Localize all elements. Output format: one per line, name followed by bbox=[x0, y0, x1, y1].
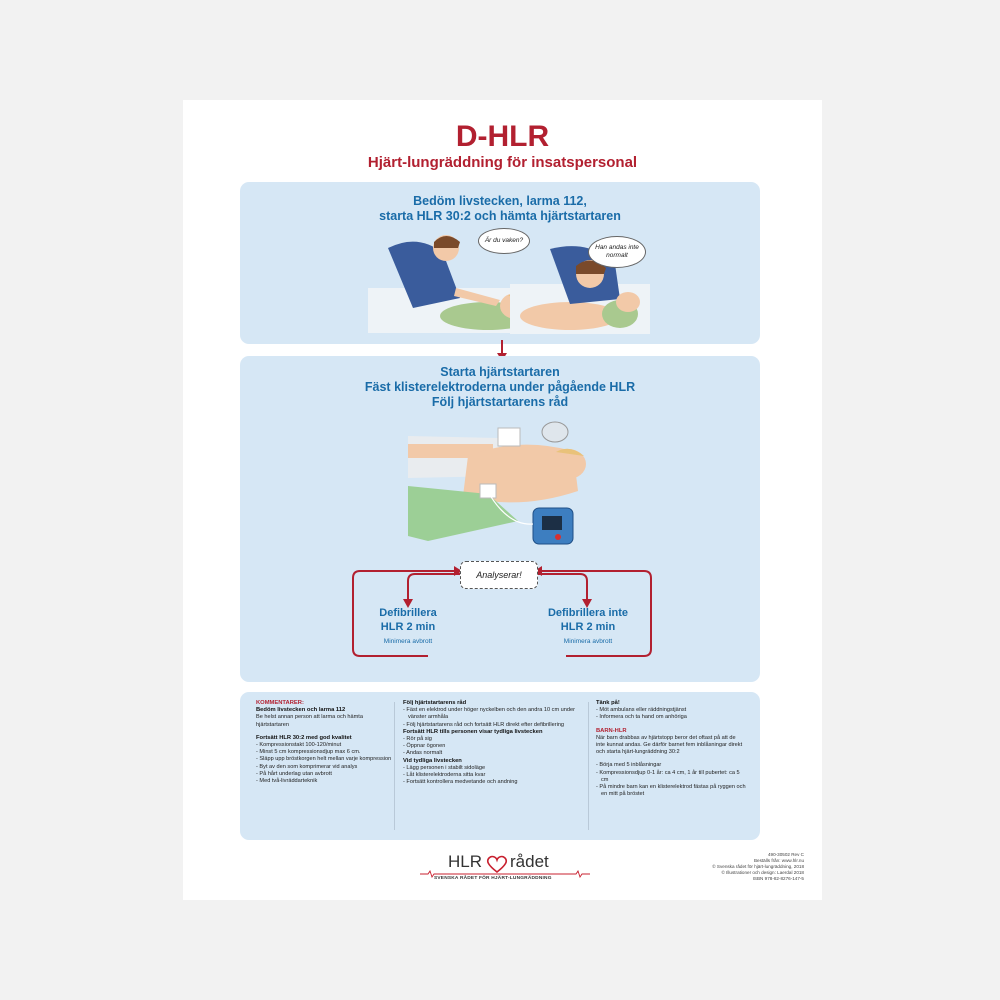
credit-line: Beställs från: www.hlr.nu bbox=[753, 858, 804, 863]
clear-signs-heading: Vid tydliga livstecken bbox=[403, 757, 462, 764]
logo-subtitle: SVENSKA RÅDET FÖR HJÄRT-LUNGRÄDDNING bbox=[434, 876, 552, 881]
poster-title: D-HLR bbox=[455, 120, 550, 153]
comments-panel bbox=[240, 692, 760, 840]
list-item: - Minst 5 cm kompressionsdjup max 6 cm. bbox=[261, 749, 396, 756]
list-item: - Rör på sig bbox=[408, 736, 583, 743]
column-divider bbox=[588, 702, 589, 830]
no-defibrillate-label bbox=[530, 606, 646, 634]
hlr-radet-logo bbox=[420, 852, 590, 886]
print-credits bbox=[664, 852, 804, 882]
assess-heading: Bedöm livstecken och larma 112 bbox=[256, 707, 346, 714]
credit-line: © Illustrationer och design: Laerdal 2018 bbox=[721, 870, 804, 875]
no-defibrillate-line2: HLR 2 min bbox=[560, 621, 616, 633]
step1-panel bbox=[240, 182, 760, 344]
list-item: - Släpp upp bröstkorgen helt mellan varje kompression bbox=[261, 756, 396, 763]
step1-title bbox=[240, 194, 760, 224]
step1-title-line1: Bedöm livstecken, larma 112, bbox=[413, 194, 587, 208]
speech-bubble-are-you-awake: Är du vaken? bbox=[478, 228, 530, 254]
defibrillate-label bbox=[358, 606, 458, 634]
comments-column-1 bbox=[256, 700, 396, 785]
minimize-interruptions-left: Minimera avbrott bbox=[383, 638, 433, 645]
remember-list bbox=[596, 707, 746, 721]
list-item: - Kompressionsdjup 0-1 år: ca 4 cm, 1 år till pubertet: ca 5 cm bbox=[601, 770, 746, 784]
follow-aed-list bbox=[403, 707, 583, 729]
list-item: - Med två-livräddarteknik bbox=[261, 778, 396, 785]
flow-arrows bbox=[240, 356, 760, 682]
list-item: - Börja med 5 inblåsningar bbox=[601, 762, 746, 769]
list-item: - Kompressionstakt 100-120/minut bbox=[261, 742, 396, 749]
step2-title-line1: Starta hjärtstartaren bbox=[440, 365, 560, 379]
comments-column-2 bbox=[403, 700, 583, 786]
logo-text-right: rådet bbox=[510, 852, 549, 871]
list-item: - Fortsätt kontrollera medvetande och andning bbox=[408, 779, 583, 786]
continue-cpr-list bbox=[256, 742, 396, 785]
list-item: - Följ hjärtstartarens råd och fortsätt HLR direkt efter defibrillering bbox=[408, 722, 583, 729]
clear-signs-list bbox=[403, 765, 583, 787]
step2-panel bbox=[240, 356, 760, 682]
child-cpr-text: När barn drabbas av hjärtstopp beror det oftast på att de inte kunnat andas. Ge därför barnet fem inblåsningar direkt och starta hjärt-lungräddning 30:2 bbox=[596, 734, 743, 756]
comments-heading: KOMMENTARER: bbox=[256, 700, 304, 706]
list-item: - Informera och ta hand om anhöriga bbox=[601, 714, 746, 721]
follow-aed-heading: Följ hjärtstartarens råd bbox=[403, 700, 467, 706]
poster bbox=[183, 100, 822, 900]
credit-line: 490-30502 Rev C bbox=[767, 852, 804, 857]
logo-text-left: HLR bbox=[448, 852, 483, 871]
list-item: - Fäst en elektrod under höger nyckelben och den andra 10 cm under vänster armhåla bbox=[408, 707, 583, 721]
speech-bubble-not-breathing: Han andas inte normalt bbox=[588, 236, 646, 268]
step2-title-line3: Följ hjärtstartarens råd bbox=[431, 395, 569, 409]
remember-heading: Tänk på! bbox=[596, 700, 620, 706]
list-item: - Lägg personen i stabilt sidoläge bbox=[408, 765, 583, 772]
defibrillate-line2: HLR 2 min bbox=[380, 621, 436, 633]
comments-column-3 bbox=[596, 700, 746, 798]
analyzing-box: Analyserar! bbox=[460, 561, 538, 589]
poster-subtitle: Hjärt-lungräddning för insatspersonal bbox=[367, 154, 638, 171]
signs-of-life-list bbox=[403, 736, 583, 758]
list-item: - Låt klisterelektroderna sitta kvar bbox=[408, 772, 583, 779]
step2-title-line2: Fäst klisterelektroderna under pågående HLR bbox=[364, 380, 636, 394]
child-cpr-heading: BARN-HLR bbox=[596, 727, 627, 734]
no-defibrillate-line1: Defibrillera inte bbox=[547, 607, 629, 619]
list-item: - På hårt underlag utan avbrott bbox=[261, 771, 396, 778]
defibrillate-line1: Defibrillera bbox=[379, 607, 437, 619]
step1-title-line2: starta HLR 30:2 och hämta hjärtstartaren bbox=[379, 209, 621, 223]
column-divider bbox=[394, 702, 395, 830]
minimize-interruptions-right: Minimera avbrott bbox=[563, 638, 613, 645]
child-cpr-list bbox=[596, 762, 746, 798]
list-item: - Andas normalt bbox=[408, 750, 583, 757]
credit-line: ISBN 978-82-8276-147-5 bbox=[752, 876, 804, 881]
list-item: - Möt ambulans eller räddningstjänst bbox=[601, 707, 746, 714]
continue-until-heading: Fortsätt HLR tills personen visar tydliga livstecken bbox=[403, 728, 543, 735]
list-item: - Byt av den som komprimerar vid analys bbox=[261, 764, 396, 771]
list-item: - På mindre barn kan en klisterelektrod fästas på ryggen och en mitt på bröstet bbox=[601, 784, 746, 798]
credit-line: © Svenska rådet för hjärt-lungräddning, 2018 bbox=[712, 864, 804, 869]
continue-cpr-heading: Fortsätt HLR 30:2 med god kvalitet bbox=[256, 734, 352, 741]
assess-text: Be helst annan person att larma och hämta hjärtstartaren bbox=[256, 714, 363, 728]
list-item: - Öppnar ögonen bbox=[408, 743, 583, 750]
